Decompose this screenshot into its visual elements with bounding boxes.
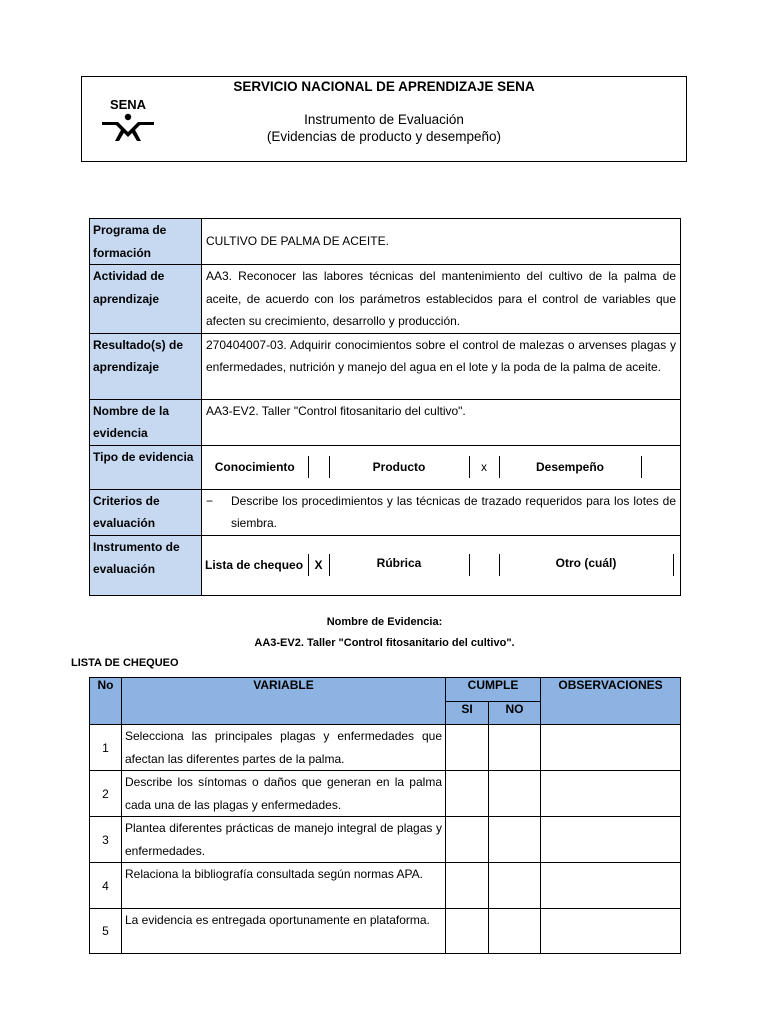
row-criterios: [90, 489, 681, 535]
row-tipo: [90, 445, 681, 489]
tipo-desempeno-mark: [641, 456, 680, 479]
programa-label: Programa de formación: [90, 219, 202, 265]
col-no-header: No: [90, 678, 122, 725]
table-row: [90, 863, 681, 909]
tipo-producto: Producto: [329, 456, 469, 479]
col-no2-header: NO: [489, 702, 541, 725]
row-variable: Selecciona las principales plagas y enfermedades que afectan las diferentes partes de la palma.: [122, 725, 446, 771]
row-observaciones-cell[interactable]: [541, 863, 681, 909]
row-number: 3: [90, 817, 122, 863]
row-observaciones-cell[interactable]: [541, 909, 681, 954]
sena-logo-text: SENA: [109, 97, 147, 112]
header-title: SERVICIO NACIONAL DE APRENDIZAJE SENA: [233, 79, 535, 94]
programa-value: CULTIVO DE PALMA DE ACEITE.: [202, 219, 681, 265]
row-number: 2: [90, 771, 122, 817]
table-row: [90, 771, 681, 817]
col-si-header: SI: [446, 702, 489, 725]
nombre-value: AA3-EV2. Taller "Control fitosanitario del cultivo".: [202, 399, 681, 445]
row-number: 4: [90, 863, 122, 909]
instr-lista-mark: X: [308, 554, 329, 577]
row-si-cell[interactable]: [446, 725, 489, 771]
tipo-conocimiento: Conocimiento: [202, 456, 308, 479]
row-no-cell[interactable]: [489, 909, 541, 954]
header-subtitle: Instrumento de Evaluación: [304, 112, 464, 127]
instr-otro-value: [673, 554, 680, 577]
evidence-label: Nombre de Evidencia:: [326, 616, 443, 628]
row-si-cell[interactable]: [446, 863, 489, 909]
instrumento-label: Instrumento de evaluación: [90, 535, 202, 595]
row-number: 5: [90, 909, 122, 954]
info-table: [89, 218, 681, 596]
instr-otro: Otro (cuál): [499, 554, 673, 577]
tipo-cell: [202, 445, 681, 489]
resultado-value: 270404007-03. Adquirir conocimientos sobre el control de malezas o arvenses plagas y enfermedades, nutrición y manejo del agua en el lote y la poda de la palma de aceite.: [202, 333, 681, 399]
row-actividad: [90, 265, 681, 334]
col-cumple-header: CUMPLE: [446, 678, 541, 702]
row-nombre: [90, 399, 681, 445]
col-variable-header: VARIABLE: [122, 678, 446, 725]
tipo-conocimiento-mark: [308, 456, 329, 479]
row-variable: Plantea diferentes prácticas de manejo integral de plagas y enfermedades.: [122, 817, 446, 863]
row-programa: [90, 219, 681, 265]
col-observaciones-header: OBSERVACIONES: [541, 678, 681, 725]
row-no-cell[interactable]: [489, 863, 541, 909]
instr-rubrica-mark: [469, 554, 499, 577]
row-no-cell[interactable]: [489, 771, 541, 817]
checklist-header-row: [90, 678, 681, 702]
checklist-title: LISTA DE CHEQUEO: [71, 657, 179, 669]
tipo-producto-mark: x: [469, 456, 499, 479]
row-si-cell[interactable]: [446, 817, 489, 863]
row-observaciones-cell[interactable]: [541, 725, 681, 771]
row-observaciones-cell[interactable]: [541, 817, 681, 863]
table-row: [90, 725, 681, 771]
resultado-label: Resultado(s) de aprendizaje: [90, 333, 202, 399]
checklist-table: [89, 677, 681, 954]
row-si-cell[interactable]: [446, 909, 489, 954]
row-resultado: [90, 333, 681, 399]
row-number: 1: [90, 725, 122, 771]
row-variable: Describe los síntomas o daños que generan en la palma cada una de las plagas y enfermedades.: [122, 771, 446, 817]
criterios-bullet: −: [206, 493, 214, 508]
table-row: [90, 909, 681, 954]
criterios-label: Criterios de evaluación: [90, 489, 202, 535]
row-observaciones-cell[interactable]: [541, 771, 681, 817]
tipo-label: Tipo de evidencia: [90, 445, 202, 489]
row-variable: Relaciona la bibliografía consultada según normas APA.: [122, 863, 446, 909]
criterios-value: Describe los procedimientos y las técnicas de trazado requeridos para los lotes de siembra.: [231, 493, 676, 530]
nombre-label: Nombre de la evidencia: [90, 399, 202, 445]
actividad-label: Actividad de aprendizaje: [90, 265, 202, 334]
row-si-cell[interactable]: [446, 771, 489, 817]
instr-lista: Lista de chequeo: [202, 554, 308, 577]
row-instrumento: [90, 535, 681, 595]
row-no-cell[interactable]: [489, 725, 541, 771]
header-subtitle-2: (Evidencias de producto y desempeño): [266, 129, 502, 144]
table-row: [90, 817, 681, 863]
actividad-value: AA3. Reconocer las labores técnicas del mantenimiento del cultivo de la palma de aceite, de acuerdo con los parámetros establecidos para el control de variables que afecten su crecimiento, desarrollo y producción.: [202, 265, 681, 334]
evidence-name: AA3-EV2. Taller "Control fitosanitario del cultivo".: [254, 637, 515, 649]
tipo-desempeno: Desempeño: [499, 456, 641, 479]
row-no-cell[interactable]: [489, 817, 541, 863]
instr-rubrica: Rúbrica: [329, 554, 469, 577]
instrumento-cell: [202, 535, 681, 595]
criterios-cell: [202, 489, 681, 535]
row-variable: La evidencia es entregada oportunamente en plataforma.: [122, 909, 446, 954]
